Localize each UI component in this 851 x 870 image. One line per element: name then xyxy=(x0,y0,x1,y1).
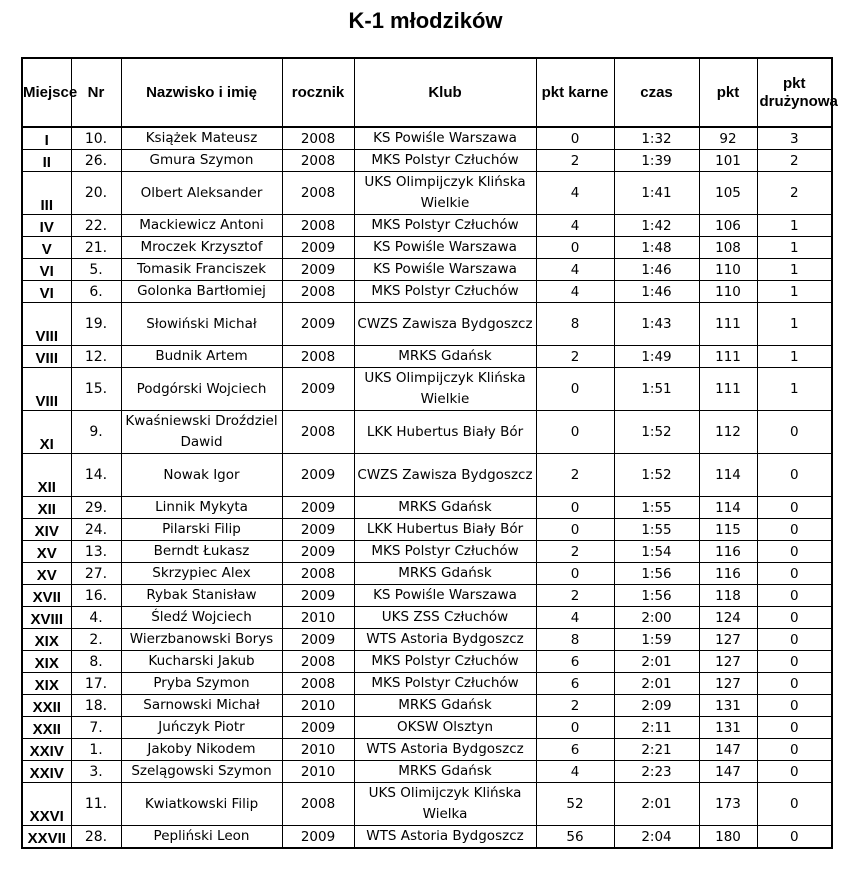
club-cell: MKS Polstyr Człuchów xyxy=(354,215,536,237)
points-cell: 127 xyxy=(699,629,757,651)
nr-cell: 16. xyxy=(71,585,121,607)
club-cell: CWZS Zawisza Bydgoszcz xyxy=(354,454,536,497)
team-points-cell: 0 xyxy=(757,629,832,651)
table-row xyxy=(22,629,832,651)
place-cell: III xyxy=(22,172,71,215)
points-cell: 115 xyxy=(699,519,757,541)
table-row xyxy=(22,739,832,761)
team-points-cell: 2 xyxy=(757,172,832,215)
nr-cell: 22. xyxy=(71,215,121,237)
time-cell: 1:54 xyxy=(614,541,699,563)
time-cell: 1:52 xyxy=(614,454,699,497)
penalty-cell: 4 xyxy=(536,607,614,629)
table-row xyxy=(22,826,832,849)
club-cell: MRKS Gdańsk xyxy=(354,761,536,783)
penalty-cell: 2 xyxy=(536,346,614,368)
year-cell: 2008 xyxy=(282,563,354,585)
team-points-cell: 0 xyxy=(757,519,832,541)
name-cell: Linnik Mykyta xyxy=(121,497,282,519)
penalty-cell: 6 xyxy=(536,651,614,673)
team-points-cell: 0 xyxy=(757,695,832,717)
nr-cell: 11. xyxy=(71,783,121,826)
name-cell: Golonka Bartłomiej xyxy=(121,281,282,303)
points-cell: 114 xyxy=(699,454,757,497)
time-cell: 1:56 xyxy=(614,563,699,585)
name-cell: Kucharski Jakub xyxy=(121,651,282,673)
team-points-cell: 1 xyxy=(757,237,832,259)
time-cell: 1:55 xyxy=(614,519,699,541)
table-row xyxy=(22,761,832,783)
year-cell: 2009 xyxy=(282,368,354,411)
team-points-cell: 0 xyxy=(757,717,832,739)
penalty-cell: 8 xyxy=(536,629,614,651)
penalty-cell: 0 xyxy=(536,127,614,150)
nr-cell: 19. xyxy=(71,303,121,346)
name-cell: Kwiatkowski Filip xyxy=(121,783,282,826)
place-cell: VIII xyxy=(22,346,71,368)
nr-cell: 15. xyxy=(71,368,121,411)
year-cell: 2008 xyxy=(282,281,354,303)
team-points-cell: 0 xyxy=(757,497,832,519)
table-row xyxy=(22,127,832,150)
time-cell: 2:00 xyxy=(614,607,699,629)
club-cell: LKK Hubertus Biały Bór xyxy=(354,519,536,541)
year-cell: 2009 xyxy=(282,519,354,541)
time-cell: 1:46 xyxy=(614,259,699,281)
points-cell: 180 xyxy=(699,826,757,849)
points-cell: 116 xyxy=(699,541,757,563)
club-cell: WTS Astoria Bydgoszcz xyxy=(354,739,536,761)
table-row xyxy=(22,150,832,172)
penalty-cell: 4 xyxy=(536,761,614,783)
points-cell: 111 xyxy=(699,303,757,346)
team-points-cell: 0 xyxy=(757,673,832,695)
time-cell: 1:59 xyxy=(614,629,699,651)
header-points: pkt xyxy=(699,58,757,127)
points-cell: 112 xyxy=(699,411,757,454)
results-body xyxy=(22,127,832,848)
table-row xyxy=(22,541,832,563)
points-cell: 173 xyxy=(699,783,757,826)
year-cell: 2009 xyxy=(282,629,354,651)
penalty-cell: 0 xyxy=(536,368,614,411)
points-cell: 92 xyxy=(699,127,757,150)
team-points-cell: 0 xyxy=(757,826,832,849)
header-penalty: pkt karne xyxy=(536,58,614,127)
name-cell: Olbert Aleksander xyxy=(121,172,282,215)
nr-cell: 7. xyxy=(71,717,121,739)
team-points-cell: 2 xyxy=(757,150,832,172)
name-cell: Szelągowski Szymon xyxy=(121,761,282,783)
year-cell: 2009 xyxy=(282,717,354,739)
time-cell: 1:42 xyxy=(614,215,699,237)
club-cell: KS Powiśle Warszawa xyxy=(354,237,536,259)
place-cell: XXIV xyxy=(22,739,71,761)
nr-cell: 27. xyxy=(71,563,121,585)
table-row xyxy=(22,607,832,629)
club-cell: CWZS Zawisza Bydgoszcz xyxy=(354,303,536,346)
time-cell: 2:23 xyxy=(614,761,699,783)
team-points-cell: 0 xyxy=(757,541,832,563)
place-cell: II xyxy=(22,150,71,172)
team-points-cell: 0 xyxy=(757,454,832,497)
header-nr: Nr xyxy=(71,58,121,127)
table-row xyxy=(22,563,832,585)
header-club: Klub xyxy=(354,58,536,127)
time-cell: 1:49 xyxy=(614,346,699,368)
name-cell: Książek Mateusz xyxy=(121,127,282,150)
nr-cell: 18. xyxy=(71,695,121,717)
time-cell: 2:01 xyxy=(614,651,699,673)
place-cell: V xyxy=(22,237,71,259)
year-cell: 2009 xyxy=(282,826,354,849)
nr-cell: 6. xyxy=(71,281,121,303)
year-cell: 2008 xyxy=(282,215,354,237)
club-cell: UKS Olimpijczyk Klińska Wielkie xyxy=(354,172,536,215)
year-cell: 2009 xyxy=(282,237,354,259)
place-cell: XXIV xyxy=(22,761,71,783)
name-cell: Juńczyk Piotr xyxy=(121,717,282,739)
table-row xyxy=(22,303,832,346)
points-cell: 131 xyxy=(699,717,757,739)
name-cell: Tomasik Franciszek xyxy=(121,259,282,281)
year-cell: 2008 xyxy=(282,150,354,172)
club-cell: MKS Polstyr Człuchów xyxy=(354,673,536,695)
nr-cell: 28. xyxy=(71,826,121,849)
penalty-cell: 0 xyxy=(536,497,614,519)
name-cell: Śledź Wojciech xyxy=(121,607,282,629)
year-cell: 2009 xyxy=(282,541,354,563)
name-cell: Berndt Łukasz xyxy=(121,541,282,563)
club-cell: WTS Astoria Bydgoszcz xyxy=(354,629,536,651)
table-row xyxy=(22,215,832,237)
club-cell: MRKS Gdańsk xyxy=(354,346,536,368)
table-row xyxy=(22,172,832,215)
page-title: K-1 młodzików xyxy=(348,8,503,33)
year-cell: 2008 xyxy=(282,172,354,215)
place-cell: XII xyxy=(22,454,71,497)
time-cell: 1:41 xyxy=(614,172,699,215)
name-cell: Mroczek Krzysztof xyxy=(121,237,282,259)
team-points-cell: 0 xyxy=(757,651,832,673)
points-cell: 110 xyxy=(699,259,757,281)
team-points-cell: 0 xyxy=(757,761,832,783)
club-cell: UKS Olimijczyk Klińska Wielka xyxy=(354,783,536,826)
penalty-cell: 4 xyxy=(536,281,614,303)
points-cell: 131 xyxy=(699,695,757,717)
team-points-cell: 1 xyxy=(757,259,832,281)
nr-cell: 21. xyxy=(71,237,121,259)
team-points-cell: 0 xyxy=(757,783,832,826)
penalty-cell: 0 xyxy=(536,237,614,259)
place-cell: XIX xyxy=(22,651,71,673)
nr-cell: 5. xyxy=(71,259,121,281)
table-row xyxy=(22,454,832,497)
year-cell: 2009 xyxy=(282,259,354,281)
team-points-cell: 0 xyxy=(757,585,832,607)
points-cell: 111 xyxy=(699,346,757,368)
results-table xyxy=(21,57,838,849)
name-cell: Wierzbanowski Borys xyxy=(121,629,282,651)
time-cell: 1:51 xyxy=(614,368,699,411)
place-cell: XXVII xyxy=(22,826,71,849)
points-cell: 114 xyxy=(699,497,757,519)
points-cell: 111 xyxy=(699,368,757,411)
penalty-cell: 4 xyxy=(536,259,614,281)
penalty-cell: 6 xyxy=(536,739,614,761)
name-cell: Pryba Szymon xyxy=(121,673,282,695)
time-cell: 1:32 xyxy=(614,127,699,150)
points-cell: 101 xyxy=(699,150,757,172)
name-cell: Sarnowski Michał xyxy=(121,695,282,717)
table-row xyxy=(22,651,832,673)
name-cell: Gmura Szymon xyxy=(121,150,282,172)
year-cell: 2010 xyxy=(282,761,354,783)
year-cell: 2008 xyxy=(282,346,354,368)
points-cell: 127 xyxy=(699,673,757,695)
nr-cell: 12. xyxy=(71,346,121,368)
year-cell: 2008 xyxy=(282,411,354,454)
table-row xyxy=(22,717,832,739)
place-cell: XVIII xyxy=(22,607,71,629)
club-cell: KS Powiśle Warszawa xyxy=(354,585,536,607)
place-cell: XXII xyxy=(22,695,71,717)
points-cell: 106 xyxy=(699,215,757,237)
table-row xyxy=(22,783,832,826)
club-cell: OKSW Olsztyn xyxy=(354,717,536,739)
club-cell: MRKS Gdańsk xyxy=(354,695,536,717)
year-cell: 2009 xyxy=(282,497,354,519)
place-cell: XV xyxy=(22,541,71,563)
team-points-cell: 1 xyxy=(757,281,832,303)
name-cell: Skrzypiec Alex xyxy=(121,563,282,585)
place-cell: XII xyxy=(22,497,71,519)
time-cell: 1:43 xyxy=(614,303,699,346)
header-place: Miejsce xyxy=(22,58,71,127)
nr-cell: 4. xyxy=(71,607,121,629)
team-points-cell: 1 xyxy=(757,303,832,346)
penalty-cell: 4 xyxy=(536,172,614,215)
table-row xyxy=(22,519,832,541)
penalty-cell: 2 xyxy=(536,585,614,607)
place-cell: XIV xyxy=(22,519,71,541)
place-cell: VIII xyxy=(22,368,71,411)
name-cell: Mackiewicz Antoni xyxy=(121,215,282,237)
time-cell: 2:01 xyxy=(614,783,699,826)
place-cell: VIII xyxy=(22,303,71,346)
time-cell: 2:04 xyxy=(614,826,699,849)
points-cell: 118 xyxy=(699,585,757,607)
team-points-cell: 1 xyxy=(757,346,832,368)
table-row xyxy=(22,695,832,717)
time-cell: 1:39 xyxy=(614,150,699,172)
place-cell: I xyxy=(22,127,71,150)
team-points-cell: 3 xyxy=(757,127,832,150)
year-cell: 2008 xyxy=(282,127,354,150)
time-cell: 1:52 xyxy=(614,411,699,454)
penalty-cell: 0 xyxy=(536,717,614,739)
year-cell: 2010 xyxy=(282,739,354,761)
club-cell: UKS Olimpijczyk Klińska Wielkie xyxy=(354,368,536,411)
club-cell: MKS Polstyr Człuchów xyxy=(354,541,536,563)
nr-cell: 3. xyxy=(71,761,121,783)
place-cell: XVII xyxy=(22,585,71,607)
place-cell: VI xyxy=(22,281,71,303)
penalty-cell: 0 xyxy=(536,519,614,541)
penalty-cell: 4 xyxy=(536,215,614,237)
nr-cell: 10. xyxy=(71,127,121,150)
time-cell: 1:46 xyxy=(614,281,699,303)
place-cell: IV xyxy=(22,215,71,237)
club-cell: KS Powiśle Warszawa xyxy=(354,127,536,150)
time-cell: 2:21 xyxy=(614,739,699,761)
points-cell: 108 xyxy=(699,237,757,259)
time-cell: 1:55 xyxy=(614,497,699,519)
nr-cell: 9. xyxy=(71,411,121,454)
penalty-cell: 0 xyxy=(536,411,614,454)
year-cell: 2009 xyxy=(282,585,354,607)
place-cell: XXII xyxy=(22,717,71,739)
points-cell: 124 xyxy=(699,607,757,629)
table-row xyxy=(22,368,832,411)
nr-cell: 2. xyxy=(71,629,121,651)
place-cell: XIX xyxy=(22,629,71,651)
place-cell: XIX xyxy=(22,673,71,695)
nr-cell: 17. xyxy=(71,673,121,695)
place-cell: VI xyxy=(22,259,71,281)
table-row xyxy=(22,497,832,519)
penalty-cell: 2 xyxy=(536,150,614,172)
nr-cell: 29. xyxy=(71,497,121,519)
club-cell: MRKS Gdańsk xyxy=(354,497,536,519)
club-cell: MRKS Gdańsk xyxy=(354,563,536,585)
team-points-cell: 0 xyxy=(757,411,832,454)
time-cell: 1:56 xyxy=(614,585,699,607)
nr-cell: 13. xyxy=(71,541,121,563)
place-cell: XV xyxy=(22,563,71,585)
club-cell: LKK Hubertus Biały Bór xyxy=(354,411,536,454)
points-cell: 110 xyxy=(699,281,757,303)
penalty-cell: 2 xyxy=(536,454,614,497)
penalty-cell: 56 xyxy=(536,826,614,849)
club-cell: MKS Polstyr Człuchów xyxy=(354,651,536,673)
year-cell: 2010 xyxy=(282,695,354,717)
nr-cell: 20. xyxy=(71,172,121,215)
header-team-points: pkt drużynowa xyxy=(757,58,832,127)
penalty-cell: 2 xyxy=(536,541,614,563)
table-row xyxy=(22,259,832,281)
club-cell: MKS Polstyr Człuchów xyxy=(354,150,536,172)
name-cell: Jakoby Nikodem xyxy=(121,739,282,761)
penalty-cell: 52 xyxy=(536,783,614,826)
club-cell: WTS Astoria Bydgoszcz xyxy=(354,826,536,849)
points-cell: 127 xyxy=(699,651,757,673)
team-points-cell: 1 xyxy=(757,368,832,411)
year-cell: 2010 xyxy=(282,607,354,629)
nr-cell: 14. xyxy=(71,454,121,497)
year-cell: 2009 xyxy=(282,454,354,497)
table-row xyxy=(22,673,832,695)
time-cell: 1:48 xyxy=(614,237,699,259)
year-cell: 2008 xyxy=(282,783,354,826)
table-row xyxy=(22,237,832,259)
header-row xyxy=(22,58,832,127)
table-row xyxy=(22,281,832,303)
penalty-cell: 0 xyxy=(536,563,614,585)
name-cell: Podgórski Wojciech xyxy=(121,368,282,411)
club-cell: MKS Polstyr Człuchów xyxy=(354,281,536,303)
year-cell: 2008 xyxy=(282,673,354,695)
table-row xyxy=(22,411,832,454)
points-cell: 147 xyxy=(699,761,757,783)
points-cell: 116 xyxy=(699,563,757,585)
team-points-cell: 0 xyxy=(757,563,832,585)
header-name: Nazwisko i imię xyxy=(121,58,282,127)
place-cell: XXVI xyxy=(22,783,71,826)
team-points-cell: 0 xyxy=(757,607,832,629)
nr-cell: 26. xyxy=(71,150,121,172)
points-cell: 147 xyxy=(699,739,757,761)
header-year: rocznik xyxy=(282,58,354,127)
header-time: czas xyxy=(614,58,699,127)
table-row xyxy=(22,585,832,607)
time-cell: 2:01 xyxy=(614,673,699,695)
club-cell: UKS ZSS Człuchów xyxy=(354,607,536,629)
name-cell: Rybak Stanisław xyxy=(121,585,282,607)
penalty-cell: 2 xyxy=(536,695,614,717)
nr-cell: 1. xyxy=(71,739,121,761)
nr-cell: 8. xyxy=(71,651,121,673)
points-cell: 105 xyxy=(699,172,757,215)
name-cell: Pilarski Filip xyxy=(121,519,282,541)
penalty-cell: 8 xyxy=(536,303,614,346)
time-cell: 2:11 xyxy=(614,717,699,739)
penalty-cell: 6 xyxy=(536,673,614,695)
year-cell: 2008 xyxy=(282,651,354,673)
name-cell: Nowak Igor xyxy=(121,454,282,497)
name-cell: Słowiński Michał xyxy=(121,303,282,346)
name-cell: Pepliński Leon xyxy=(121,826,282,849)
team-points-cell: 0 xyxy=(757,739,832,761)
name-cell: Budnik Artem xyxy=(121,346,282,368)
nr-cell: 24. xyxy=(71,519,121,541)
place-cell: XI xyxy=(22,411,71,454)
time-cell: 2:09 xyxy=(614,695,699,717)
name-cell: Kwaśniewski Droździel Dawid xyxy=(121,411,282,454)
team-points-cell: 1 xyxy=(757,215,832,237)
club-cell: KS Powiśle Warszawa xyxy=(354,259,536,281)
year-cell: 2009 xyxy=(282,303,354,346)
table-row xyxy=(22,346,832,368)
